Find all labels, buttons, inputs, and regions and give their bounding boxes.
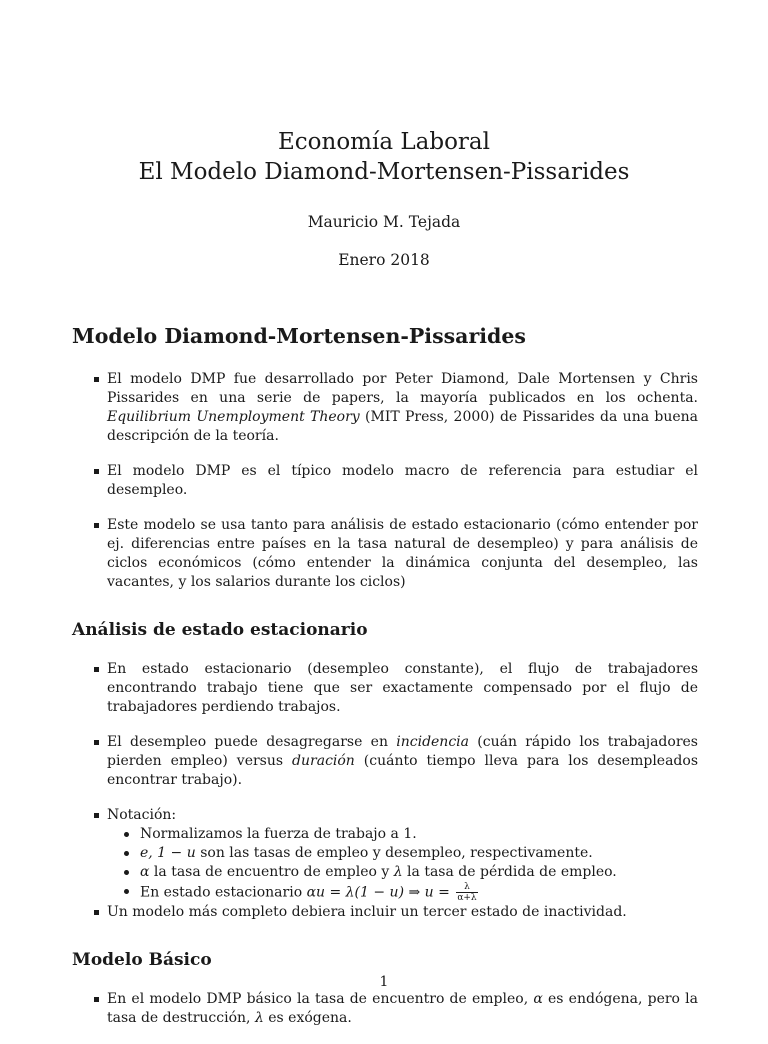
item-text: En estado estacionario (desempleo constante), el flujo de trabajadores encontrando trabajo tiene que ser exactamente compensado por el flujo de trabajadores perdiendo trabajos. (107, 661, 698, 715)
item-text: En el modelo DMP básico la tasa de encuentro de empleo, (107, 991, 534, 1007)
math-equation: αu = λ(1 − u) ⇒ u = (306, 884, 455, 901)
item-text: (cuánto tiempo lleva para los desempleados encontrar trabajo). (107, 753, 698, 788)
list-item (72, 990, 698, 1028)
list-item (72, 370, 698, 446)
bullet-icon (94, 740, 99, 745)
emphasis-incidencia: incidencia (396, 734, 469, 750)
sub-list-item (107, 844, 698, 863)
item-text: El desempleo puede desagregarse en (107, 734, 397, 750)
item-text: Normalizamos la fuerza de trabajo a 1. (140, 826, 417, 842)
section-steady-state-list (72, 660, 698, 922)
list-item (72, 462, 698, 500)
bullet-icon (94, 667, 99, 672)
item-text: es exógena. (263, 1010, 352, 1026)
list-item (72, 660, 698, 717)
section-basic-model-list (72, 990, 698, 1028)
list-item (72, 733, 698, 790)
main-content (72, 322, 698, 1044)
fraction-numerator: λ (456, 882, 477, 893)
section-heading-dmp: Modelo Diamond-Mortensen-Pissarides (72, 324, 526, 348)
item-text: (cuán rápido los trabajadores pierden empleo) versus (107, 734, 698, 769)
document-title: El Modelo Diamond-Mortensen-Pissarides (138, 159, 630, 185)
dot-icon (124, 889, 129, 894)
section-dmp-list (72, 370, 698, 592)
math-lambda: λ (254, 1010, 264, 1026)
page-number: 1 (379, 974, 389, 990)
notation-label: Notación: (107, 807, 177, 823)
title-block (0, 127, 768, 270)
item-text: son las tasas de empleo y desempleo, respectivamente. (195, 845, 593, 861)
item-text: En estado estacionario (140, 884, 307, 901)
dot-icon (124, 851, 129, 856)
dot-icon (124, 870, 129, 875)
item-text: (MIT Press, 2000) de Pissarides da una buena descripción de la teoría. (107, 409, 698, 444)
list-item (72, 516, 698, 592)
bullet-icon (94, 910, 99, 915)
notation-sublist (107, 825, 698, 903)
list-item-notation (72, 806, 698, 903)
bullet-icon (94, 523, 99, 528)
bullet-icon (94, 997, 99, 1002)
bullet-icon (94, 469, 99, 474)
sub-list-item (107, 882, 698, 903)
book-title: Equilibrium Unemployment Theory (107, 409, 360, 425)
item-text: Este modelo se usa tanto para análisis de estado estacionario (cómo entender por ej. diferencias entre países en la tasa natural de desempleo) y para análisis de ciclos económicos (cómo entender la dinámica conjunta del desempleo, las vacantes, y los salarios durante los ciclos) (107, 517, 698, 590)
math-fraction (456, 882, 477, 903)
emphasis-duracion: duración (292, 753, 355, 769)
math-lambda: λ (393, 864, 403, 880)
subsection-heading-basic-model: Modelo Básico (72, 950, 212, 970)
math-alpha: α (533, 991, 543, 1007)
fraction-denominator: α+λ (457, 893, 477, 903)
item-text: El modelo DMP es el típico modelo macro de referencia para estudiar el desempleo. (107, 463, 698, 498)
bullet-icon (94, 813, 99, 818)
item-text: es endógena, pero la tasa de destrucción, (107, 991, 698, 1026)
item-text: la tasa de pérdida de empleo. (402, 864, 617, 880)
math-alpha: α (140, 864, 150, 880)
math-expression: e, 1 − u (140, 845, 196, 861)
dot-icon (124, 832, 129, 837)
list-item (72, 903, 698, 922)
item-text: Un modelo más completo debiera incluir un tercer estado de inactividad. (107, 904, 627, 920)
sub-list-item (107, 825, 698, 844)
author: Mauricio M. Tejada (307, 213, 461, 231)
item-text: El modelo DMP fue desarrollado por Peter Diamond, Dale Mortensen y Chris Pissarides en una serie de papers, la mayoría publicados en los ochenta. (107, 371, 698, 406)
bullet-icon (94, 377, 99, 382)
course-title: Economía Laboral (278, 129, 490, 155)
item-text: la tasa de encuentro de empleo y (149, 864, 394, 880)
sub-list-item (107, 863, 698, 882)
date: Enero 2018 (338, 251, 430, 269)
subsection-heading-steady-state: Análisis de estado estacionario (72, 620, 368, 640)
